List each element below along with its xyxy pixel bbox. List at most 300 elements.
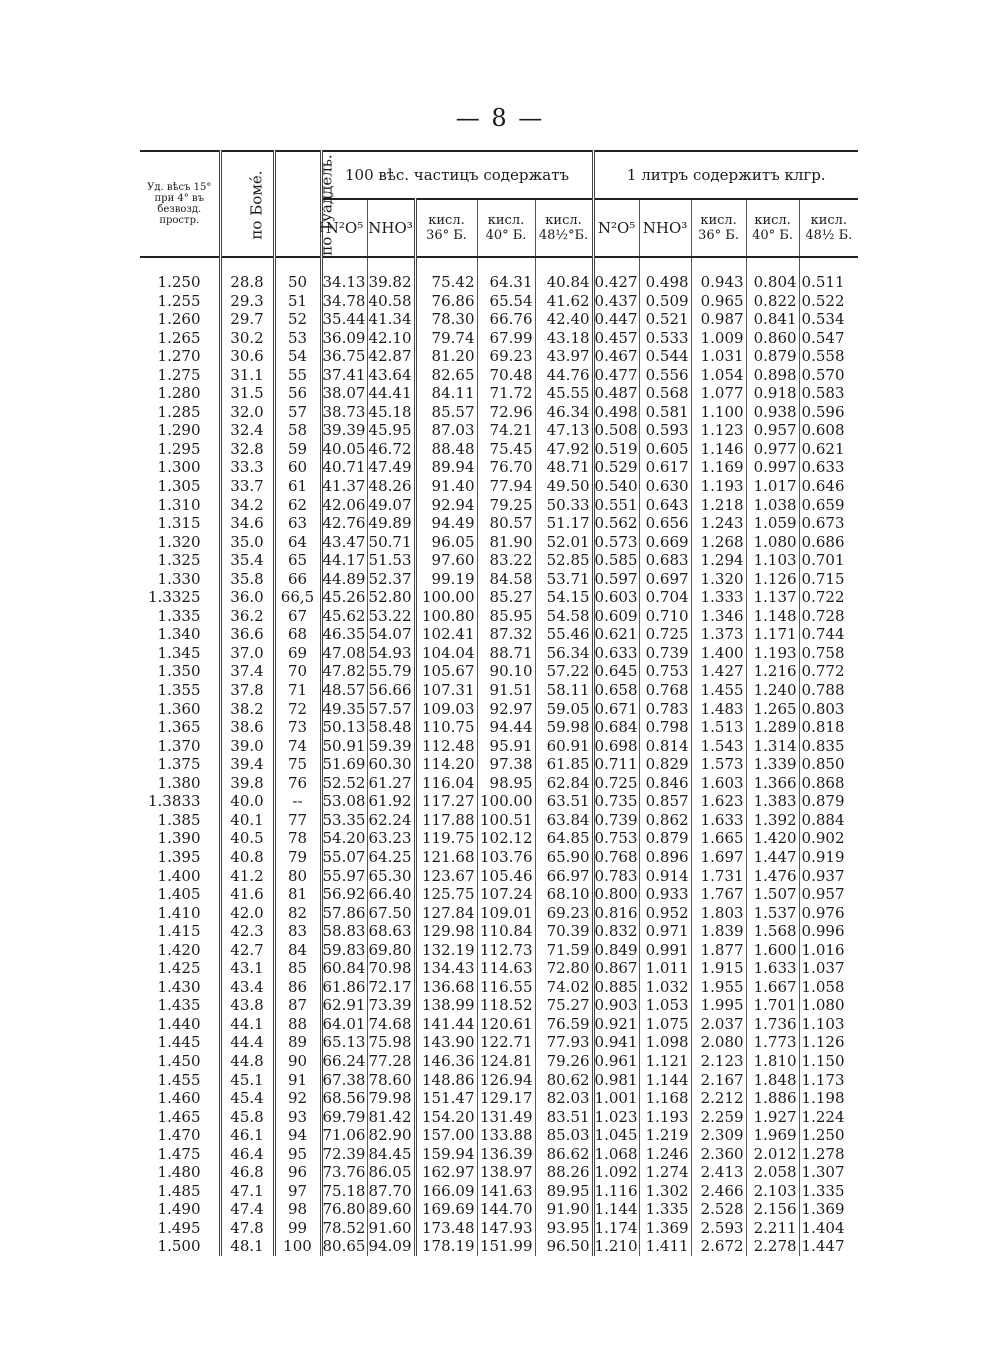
cell-specific-gravity: 1.380 [140, 774, 220, 793]
cell-twaddell: 80 [274, 867, 321, 886]
cell-acid36-kg: 2.360 [691, 1145, 746, 1164]
cell-n2o5-kg: 0.529 [594, 458, 638, 477]
cell-acid40-kg: 1.059 [746, 514, 799, 533]
cell-acid40-kg: 1.080 [746, 533, 799, 552]
table-row [140, 867, 858, 886]
cell-acid48-percent: 47.13 [535, 421, 593, 440]
cell-hno3-kg: 0.991 [639, 941, 691, 960]
cell-n2o5-kg: 0.753 [594, 829, 638, 848]
cell-n2o5-kg: 0.540 [594, 477, 638, 496]
cell-acid40-kg: 2.103 [746, 1182, 799, 1201]
cell-acid40-kg: 1.886 [746, 1089, 799, 1108]
cell-acid36-kg: 1.603 [691, 774, 746, 793]
cell-hno3-percent: 91.60 [367, 1219, 415, 1238]
cell-acid36-percent: 87.03 [415, 421, 477, 440]
cell-acid48-percent: 71.59 [535, 941, 593, 960]
cell-n2o5-kg: 1.068 [594, 1144, 638, 1163]
cell-twaddell: 65 [274, 551, 321, 570]
cell-baume: 43.4 [220, 978, 274, 997]
cell-n2o5-percent: 45.26 [322, 588, 366, 607]
cell-hno3-percent: 40.58 [367, 292, 415, 311]
cell-n2o5-kg: 0.609 [594, 606, 638, 625]
cell-baume: 45.4 [220, 1089, 274, 1108]
cell-acid48-kg: 0.646 [801, 477, 845, 496]
cell-baume: 30.6 [220, 347, 274, 366]
cell-acid48-percent: 46.34 [535, 403, 593, 422]
table-row [140, 477, 858, 496]
cell-acid40-kg: 1.265 [746, 700, 799, 719]
cell-n2o5-percent: 58.83 [322, 922, 366, 941]
cell-acid40-kg: 0.804 [746, 273, 799, 292]
cell-acid40-percent: 97.38 [477, 755, 535, 774]
cell-specific-gravity: 1.365 [140, 718, 220, 737]
cell-hno3-percent: 44.41 [367, 384, 415, 403]
cell-hno3-percent: 41.34 [367, 310, 415, 329]
cell-specific-gravity: 1.480 [140, 1163, 220, 1182]
cell-twaddell: 64 [274, 533, 321, 552]
cell-n2o5-percent: 55.97 [322, 866, 366, 885]
cell-acid48-kg: 1.335 [801, 1181, 845, 1200]
cell-acid48-kg: 0.659 [801, 495, 845, 514]
cell-acid36-percent: 127.84 [415, 904, 477, 923]
cell-hno3-percent: 57.57 [367, 700, 415, 719]
cell-acid36-percent: 89.94 [415, 458, 477, 477]
cell-baume: 28.8 [220, 273, 274, 292]
cell-n2o5-kg: 0.921 [594, 1014, 638, 1033]
cell-acid36-percent: 119.75 [415, 829, 477, 848]
cell-acid48-percent: 50.33 [535, 496, 593, 515]
cell-n2o5-percent: 69.79 [322, 1107, 366, 1126]
cell-baume: 47.1 [220, 1182, 274, 1201]
cell-n2o5-kg: 1.144 [594, 1200, 638, 1219]
cell-acid36-percent: 112.48 [415, 737, 477, 756]
cell-acid48-kg: 1.224 [801, 1107, 845, 1126]
cell-n2o5-percent: 66.24 [322, 1051, 366, 1070]
cell-twaddell: 55 [274, 366, 321, 385]
cell-twaddell: 58 [274, 421, 321, 440]
cell-specific-gravity: 1.455 [140, 1071, 220, 1090]
cell-acid36-percent: 82.65 [415, 366, 477, 385]
cell-hno3-percent: 49.07 [367, 496, 415, 515]
cell-acid48-kg: 0.673 [801, 514, 845, 533]
cell-acid36-kg: 1.333 [691, 588, 746, 607]
cell-hno3-kg: 0.914 [639, 867, 691, 886]
cell-n2o5-kg: 0.467 [594, 347, 638, 366]
cell-twaddell: 59 [274, 440, 321, 459]
cell-acid36-percent: 92.94 [415, 496, 477, 515]
cell-n2o5-percent: 44.89 [322, 569, 366, 588]
cell-n2o5-kg: 0.725 [594, 773, 638, 792]
cell-specific-gravity: 1.285 [140, 403, 220, 422]
cell-baume: 43.8 [220, 996, 274, 1015]
cell-twaddell: 89 [274, 1033, 321, 1052]
cell-n2o5-kg: 0.783 [594, 866, 638, 885]
cell-acid36-kg: 2.413 [691, 1163, 746, 1182]
cell-twaddell: 60 [274, 458, 321, 477]
cell-acid48-kg: 0.803 [801, 699, 845, 718]
cell-acid48-kg: 0.558 [801, 347, 845, 366]
cell-baume: 44.4 [220, 1033, 274, 1052]
cell-acid48-kg: 0.511 [801, 273, 845, 291]
cell-acid36-percent: 91.40 [415, 477, 477, 496]
cell-baume: 32.8 [220, 440, 274, 459]
cell-acid48-kg: 1.058 [801, 977, 845, 996]
cell-acid40-kg: 1.667 [746, 978, 799, 997]
cell-hno3-percent: 47.49 [367, 458, 415, 477]
table-row [140, 681, 858, 700]
cell-n2o5-kg: 0.437 [594, 291, 638, 310]
cell-hno3-percent: 56.66 [367, 681, 415, 700]
cell-acid40-percent: 109.01 [477, 904, 535, 923]
cell-specific-gravity: 1.315 [140, 514, 220, 533]
cell-n2o5-percent: 42.06 [322, 495, 366, 514]
table-row [140, 347, 858, 366]
cell-acid48-percent: 63.84 [535, 811, 593, 830]
cell-acid40-kg: 1.848 [746, 1071, 799, 1090]
cell-twaddell: 61 [274, 477, 321, 496]
cell-acid40-kg: 1.126 [746, 570, 799, 589]
cell-acid48-percent: 91.90 [535, 1200, 593, 1219]
cell-specific-gravity: 1.410 [140, 904, 220, 923]
cell-acid36-kg: 1.346 [691, 607, 746, 626]
cell-n2o5-percent: 42.76 [322, 514, 366, 533]
cell-baume: 39.0 [220, 737, 274, 756]
cell-acid48-percent: 61.85 [535, 755, 593, 774]
cell-n2o5-percent: 59.83 [322, 940, 366, 959]
table-row [140, 551, 858, 570]
cell-acid48-kg: 1.173 [801, 1070, 845, 1089]
cell-acid48-percent: 63.51 [535, 792, 593, 811]
cell-acid40-percent: 131.49 [477, 1108, 535, 1127]
header-specific-gravity: Уд. вѣсъ 15° при 4° въ безвозд. простр. [140, 151, 220, 257]
cell-acid36-percent: 100.00 [415, 588, 477, 607]
cell-baume: 38.2 [220, 700, 274, 719]
table-row [140, 755, 858, 774]
cell-specific-gravity: 1.345 [140, 644, 220, 663]
cell-twaddell: 99 [274, 1219, 321, 1238]
cell-acid48-kg: 0.879 [801, 792, 845, 811]
cell-acid40-kg: 1.568 [746, 922, 799, 941]
cell-specific-gravity: 1.3833 [140, 792, 220, 811]
cell-acid40-percent: 124.81 [477, 1052, 535, 1071]
nitric-acid-density-table [140, 150, 858, 1256]
table-row [140, 996, 858, 1015]
cell-acid36-kg: 1.100 [691, 403, 746, 422]
cell-acid48-percent: 56.34 [535, 644, 593, 663]
cell-baume: 32.0 [220, 403, 274, 422]
cell-acid36-kg: 1.268 [691, 533, 746, 552]
cell-acid48-kg: 1.080 [801, 996, 845, 1015]
cell-baume: 34.6 [220, 514, 274, 533]
cell-acid48-percent: 96.50 [535, 1237, 593, 1256]
cell-acid36-percent: 110.75 [415, 718, 477, 737]
cell-acid40-kg: 0.918 [746, 384, 799, 403]
cell-acid40-kg: 1.537 [746, 904, 799, 923]
table-row [140, 737, 858, 756]
cell-n2o5-percent: 40.71 [322, 458, 366, 477]
cell-acid48-percent: 70.39 [535, 922, 593, 941]
cell-specific-gravity: 1.330 [140, 570, 220, 589]
cell-hno3-kg: 0.857 [639, 792, 691, 811]
cell-acid36-percent: 100.80 [415, 607, 477, 626]
cell-acid36-kg: 1.543 [691, 737, 746, 756]
cell-hno3-percent: 58.48 [367, 718, 415, 737]
cell-acid36-kg: 1.320 [691, 570, 746, 589]
cell-baume: 41.2 [220, 867, 274, 886]
table-row [140, 366, 858, 385]
table-row [140, 662, 858, 681]
cell-hno3-kg: 0.568 [639, 384, 691, 403]
cell-acid36-percent: 97.60 [415, 551, 477, 570]
cell-n2o5-percent: 78.52 [322, 1218, 366, 1237]
table-row [140, 384, 858, 403]
cell-acid40-percent: 75.45 [477, 440, 535, 459]
cell-acid40-kg: 1.193 [746, 644, 799, 663]
cell-specific-gravity: 1.425 [140, 959, 220, 978]
cell-acid36-percent: 117.27 [415, 792, 477, 811]
cell-baume: 36.2 [220, 607, 274, 626]
cell-twaddell: 94 [274, 1126, 321, 1145]
cell-acid48-percent: 82.03 [535, 1089, 593, 1108]
cell-n2o5-percent: 64.01 [322, 1014, 366, 1033]
cell-twaddell: 66 [274, 570, 321, 589]
cell-acid48-kg: 0.996 [801, 922, 845, 941]
cell-baume: 47.8 [220, 1219, 274, 1238]
cell-hno3-kg: 1.075 [639, 1015, 691, 1034]
cell-acid40-percent: 83.22 [477, 551, 535, 570]
cell-acid48-kg: 0.728 [801, 606, 845, 625]
cell-acid48-percent: 69.23 [535, 904, 593, 923]
cell-hno3-kg: 0.630 [639, 477, 691, 496]
cell-hno3-percent: 94.09 [367, 1237, 415, 1256]
cell-acid40-percent: 102.12 [477, 829, 535, 848]
cell-acid36-percent: 79.74 [415, 329, 477, 348]
cell-specific-gravity: 1.435 [140, 996, 220, 1015]
cell-acid48-percent: 52.85 [535, 551, 593, 570]
cell-hno3-percent: 52.37 [367, 570, 415, 589]
cell-hno3-percent: 48.26 [367, 477, 415, 496]
page-number: — 8 — [455, 104, 545, 132]
cell-acid40-percent: 136.39 [477, 1145, 535, 1164]
cell-acid40-kg: 1.476 [746, 867, 799, 886]
cell-baume: 35.8 [220, 570, 274, 589]
cell-acid40-percent: 77.94 [477, 477, 535, 496]
cell-twaddell: 82 [274, 904, 321, 923]
cell-twaddell: 98 [274, 1200, 321, 1219]
cell-hno3-kg: 0.783 [639, 700, 691, 719]
cell-acid40-percent: 85.95 [477, 607, 535, 626]
cell-twaddell: 70 [274, 662, 321, 681]
cell-specific-gravity: 1.370 [140, 737, 220, 756]
cell-hno3-percent: 65.30 [367, 867, 415, 886]
cell-acid40-percent: 100.00 [477, 792, 535, 811]
cell-acid48-kg: 1.198 [801, 1089, 845, 1108]
cell-n2o5-percent: 35.44 [322, 310, 366, 329]
cell-n2o5-percent: 47.08 [322, 643, 366, 662]
cell-baume: 43.1 [220, 959, 274, 978]
cell-n2o5-percent: 39.39 [322, 421, 366, 440]
cell-specific-gravity: 1.300 [140, 458, 220, 477]
cell-baume: 39.8 [220, 774, 274, 793]
cell-acid48-kg: 0.633 [801, 458, 845, 477]
cell-acid40-kg: 2.278 [746, 1237, 799, 1256]
cell-acid36-percent: 109.03 [415, 700, 477, 719]
cell-baume: 44.8 [220, 1052, 274, 1071]
table-row [140, 885, 858, 904]
cell-n2o5-percent: 67.38 [322, 1070, 366, 1089]
cell-n2o5-kg: 0.498 [594, 402, 638, 421]
cell-acid40-percent: 151.99 [477, 1237, 535, 1256]
cell-twaddell: 84 [274, 941, 321, 960]
cell-hno3-percent: 63.23 [367, 829, 415, 848]
cell-hno3-kg: 1.411 [639, 1237, 691, 1256]
cell-n2o5-percent: 34.13 [322, 273, 366, 291]
cell-twaddell: 74 [274, 737, 321, 756]
cell-acid40-kg: 1.600 [746, 941, 799, 960]
cell-acid36-kg: 2.080 [691, 1033, 746, 1052]
cell-specific-gravity: 1.430 [140, 978, 220, 997]
cell-acid48-percent: 59.05 [535, 700, 593, 719]
cell-baume: 30.2 [220, 329, 274, 348]
cell-hno3-percent: 78.60 [367, 1071, 415, 1090]
cell-acid36-kg: 1.009 [691, 329, 746, 348]
cell-twaddell: 95 [274, 1145, 321, 1164]
cell-acid40-percent: 67.99 [477, 329, 535, 348]
cell-acid48-kg: 0.570 [801, 365, 845, 384]
cell-n2o5-percent: 60.84 [322, 959, 366, 978]
cell-baume: 46.4 [220, 1145, 274, 1164]
cell-hno3-kg: 1.011 [639, 959, 691, 978]
cell-twaddell: 88 [274, 1015, 321, 1034]
cell-acid36-kg: 1.169 [691, 458, 746, 477]
cell-specific-gravity: 1.255 [140, 292, 220, 311]
cell-acid48-percent: 93.95 [535, 1219, 593, 1238]
cell-specific-gravity: 1.450 [140, 1052, 220, 1071]
cell-acid36-kg: 1.146 [691, 440, 746, 459]
cell-acid48-kg: 1.037 [801, 959, 845, 978]
cell-hno3-percent: 60.30 [367, 755, 415, 774]
cell-n2o5-percent: 76.80 [322, 1200, 366, 1219]
cell-acid48-kg: 0.772 [801, 662, 845, 681]
cell-hno3-percent: 74.68 [367, 1015, 415, 1034]
cell-twaddell: 85 [274, 959, 321, 978]
cell-specific-gravity: 1.445 [140, 1033, 220, 1052]
cell-acid36-percent: 81.20 [415, 347, 477, 366]
cell-acid36-percent: 84.11 [415, 384, 477, 403]
cell-acid36-kg: 1.400 [691, 644, 746, 663]
cell-acid40-kg: 1.507 [746, 885, 799, 904]
cell-acid36-percent: 169.69 [415, 1200, 477, 1219]
cell-acid36-percent: 157.00 [415, 1126, 477, 1145]
cell-acid48-percent: 86.62 [535, 1145, 593, 1164]
cell-hno3-kg: 0.814 [639, 737, 691, 756]
cell-baume: 40.0 [220, 792, 274, 811]
cell-hno3-kg: 0.544 [639, 347, 691, 366]
cell-acid40-kg: 1.633 [746, 959, 799, 978]
cell-acid40-percent: 116.55 [477, 978, 535, 997]
cell-acid40-kg: 1.216 [746, 662, 799, 681]
cell-specific-gravity: 1.360 [140, 700, 220, 719]
cell-acid36-percent: 162.97 [415, 1163, 477, 1182]
cell-baume: 45.8 [220, 1108, 274, 1127]
cell-acid40-percent: 122.71 [477, 1033, 535, 1052]
cell-twaddell: 52 [274, 310, 321, 329]
cell-hno3-kg: 0.753 [639, 662, 691, 681]
cell-n2o5-kg: 0.427 [594, 273, 638, 291]
cell-twaddell: 62 [274, 496, 321, 515]
cell-n2o5-kg: 0.961 [594, 1051, 638, 1070]
cell-hno3-kg: 0.605 [639, 440, 691, 459]
cell-n2o5-kg: 1.092 [594, 1163, 638, 1182]
table-row [140, 403, 858, 422]
cell-specific-gravity: 1.475 [140, 1145, 220, 1164]
cell-acid40-percent: 141.63 [477, 1182, 535, 1201]
cell-twaddell: 91 [274, 1071, 321, 1090]
cell-twaddell: 92 [274, 1089, 321, 1108]
cell-acid40-percent: 90.10 [477, 662, 535, 681]
cell-hno3-kg: 0.798 [639, 718, 691, 737]
cell-acid48-kg: 1.150 [801, 1051, 845, 1070]
cell-acid36-kg: 1.803 [691, 904, 746, 923]
cell-acid40-percent: 92.97 [477, 700, 535, 719]
cell-baume: 41.6 [220, 885, 274, 904]
cell-specific-gravity: 1.355 [140, 681, 220, 700]
cell-acid36-percent: 151.47 [415, 1089, 477, 1108]
cell-acid40-kg: 1.289 [746, 718, 799, 737]
cell-acid40-kg: 2.012 [746, 1145, 799, 1164]
cell-acid48-percent: 40.84 [535, 273, 593, 292]
cell-acid48-kg: 0.884 [801, 810, 845, 829]
cell-n2o5-kg: 0.800 [594, 885, 638, 904]
cell-hno3-percent: 55.79 [367, 662, 415, 681]
cell-n2o5-kg: 1.023 [594, 1107, 638, 1126]
cell-acid36-kg: 2.259 [691, 1108, 746, 1127]
cell-n2o5-kg: 0.867 [594, 959, 638, 978]
cell-acid40-kg: 2.058 [746, 1163, 799, 1182]
cell-hno3-percent: 53.22 [367, 607, 415, 626]
cell-hno3-kg: 0.697 [639, 570, 691, 589]
cell-acid48-percent: 43.18 [535, 329, 593, 348]
cell-specific-gravity: 1.465 [140, 1108, 220, 1127]
cell-n2o5-percent: 41.37 [322, 477, 366, 496]
cell-hno3-percent: 69.80 [367, 941, 415, 960]
cell-acid48-percent: 77.93 [535, 1033, 593, 1052]
cell-acid48-kg: 0.608 [801, 421, 845, 440]
cell-baume: 33.3 [220, 458, 274, 477]
cell-acid40-kg: 1.038 [746, 496, 799, 515]
cell-hno3-kg: 0.683 [639, 551, 691, 570]
cell-acid40-percent: 110.84 [477, 922, 535, 941]
cell-acid48-percent: 60.91 [535, 737, 593, 756]
cell-acid48-percent: 72.80 [535, 959, 593, 978]
table-row [140, 959, 858, 978]
cell-acid48-percent: 65.90 [535, 848, 593, 867]
cell-acid40-percent: 65.54 [477, 292, 535, 311]
table-row [140, 1163, 858, 1182]
cell-acid40-kg: 0.957 [746, 421, 799, 440]
cell-hno3-kg: 0.593 [639, 421, 691, 440]
cell-n2o5-kg: 0.487 [594, 384, 638, 403]
cell-acid48-percent: 48.71 [535, 458, 593, 477]
cell-baume: 29.7 [220, 310, 274, 329]
table-row [140, 829, 858, 848]
cell-acid36-kg: 1.513 [691, 718, 746, 737]
cell-n2o5-percent: 49.35 [322, 699, 366, 718]
cell-twaddell: 71 [274, 681, 321, 700]
cell-acid40-percent: 144.70 [477, 1200, 535, 1219]
header-group-litre: 1 литръ содержитъ клгр. [593, 151, 858, 199]
cell-acid36-kg: 2.123 [691, 1052, 746, 1071]
